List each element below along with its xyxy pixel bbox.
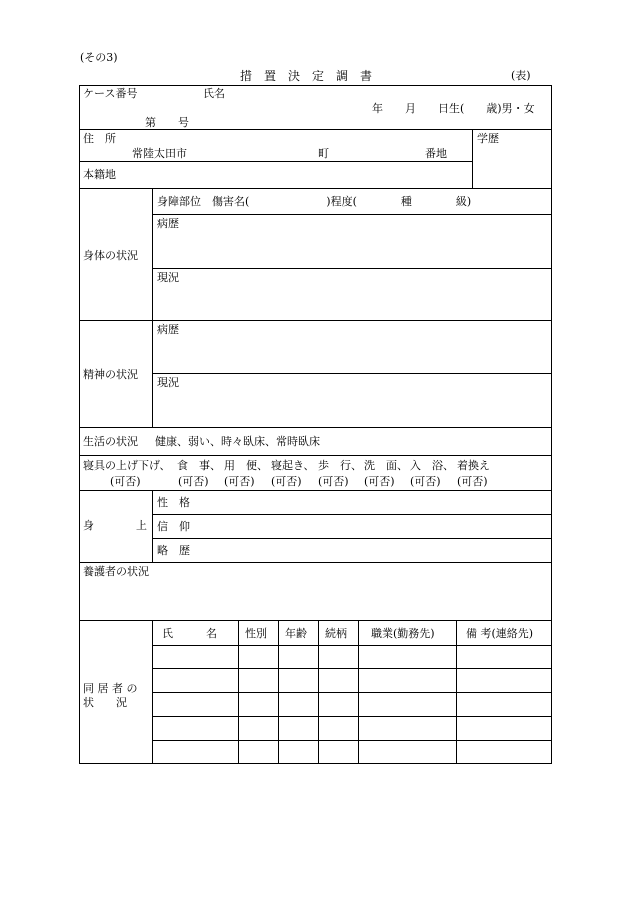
physical-history-label: 病歴 [157, 217, 179, 230]
education-label: 学歴 [477, 132, 499, 145]
history-label: 略 歴 [157, 544, 190, 557]
row-divider [79, 161, 472, 162]
col-divider [358, 620, 359, 764]
row-divider [152, 645, 552, 646]
cohabitants-section-line2: 状 況 [83, 696, 127, 709]
adl-item: 歩 行、 [318, 459, 362, 472]
birth-sex-label: 年 月 日生( 歳)男・女 [372, 102, 535, 115]
col-header-relation: 続柄 [325, 627, 347, 640]
col-divider [456, 620, 457, 764]
row-divider [152, 538, 552, 539]
mental-history-label: 病歴 [157, 323, 179, 336]
row-divider [79, 490, 552, 491]
adl-item: 寝起き、 [271, 459, 315, 472]
belief-label: 信 仰 [157, 520, 190, 533]
col-header-notes: 備 考(連絡先) [466, 627, 534, 640]
col-header-name: 氏 名 [162, 627, 217, 640]
personal-section-label-b: 上 [136, 519, 147, 532]
adl-mark: (可否) [110, 475, 141, 488]
personality-label: 性 格 [157, 496, 190, 509]
adl-item: 用 便、 [224, 459, 268, 472]
adl-item: 食 事、 [177, 459, 221, 472]
col-header-occupation: 職業(勤務先) [371, 627, 435, 640]
mental-current-label: 現況 [157, 376, 179, 389]
row-divider [79, 320, 552, 321]
row-divider [152, 268, 552, 269]
page-title: 措 置 決 定 調 書 [240, 69, 373, 83]
adl-item: 着換え [457, 459, 490, 472]
case-number-suffix: 第 号 [145, 116, 189, 129]
row-divider [152, 514, 552, 515]
row-divider [152, 716, 552, 717]
row-divider [152, 214, 552, 215]
col-divider [152, 490, 153, 562]
cohabitants-section-line1: 同 居 者 の [83, 682, 138, 695]
adl-item: 寝具の上げ下げ、 [83, 459, 171, 472]
row-divider [152, 692, 552, 693]
address-label: 住 所 [83, 132, 116, 145]
city-name: 常陸太田市 [132, 147, 187, 160]
mental-section-label: 精神の状況 [83, 368, 138, 381]
adl-mark: (可否) [318, 475, 349, 488]
row-divider [152, 373, 552, 374]
domicile-label: 本籍地 [83, 168, 116, 181]
disability-line: 身障部位 傷害名( )程度( 種 級) [157, 195, 472, 208]
adl-mark: (可否) [178, 475, 209, 488]
living-label: 生活の状況 [83, 435, 138, 448]
guardian-label: 養護者の状況 [83, 565, 149, 578]
adl-mark: (可否) [410, 475, 441, 488]
row-divider [79, 455, 552, 456]
physical-current-label: 現況 [157, 271, 179, 284]
adl-item: 入 浴、 [410, 459, 454, 472]
col-divider [152, 188, 153, 427]
adl-mark: (可否) [224, 475, 255, 488]
town-label: 町 [318, 147, 329, 160]
name-label: 氏名 [203, 87, 225, 100]
adl-item: 洗 面、 [364, 459, 408, 472]
row-divider [152, 668, 552, 669]
row-divider [79, 129, 552, 130]
living-options: 健康、弱い、時々臥床、常時臥床 [155, 435, 320, 448]
row-divider [152, 740, 552, 741]
case-number-label: ケース番号 [83, 87, 138, 100]
col-divider [472, 129, 473, 188]
row-divider [79, 620, 552, 621]
lot-label: 番地 [425, 147, 447, 160]
col-header-age: 年齢 [285, 627, 307, 640]
col-divider [238, 620, 239, 764]
side-label: (表) [511, 69, 531, 82]
row-divider [79, 188, 552, 189]
physical-section-label: 身体の状況 [83, 249, 138, 262]
row-divider [79, 562, 552, 563]
row-divider [79, 427, 552, 428]
col-divider [278, 620, 279, 764]
adl-mark: (可否) [364, 475, 395, 488]
adl-mark: (可否) [457, 475, 488, 488]
page-label: (その3) [80, 51, 118, 64]
personal-section-label-a: 身 [83, 519, 94, 532]
form-frame [79, 85, 552, 764]
col-header-sex: 性別 [245, 627, 267, 640]
adl-mark: (可否) [271, 475, 302, 488]
col-divider [152, 620, 153, 764]
col-divider [318, 620, 319, 764]
